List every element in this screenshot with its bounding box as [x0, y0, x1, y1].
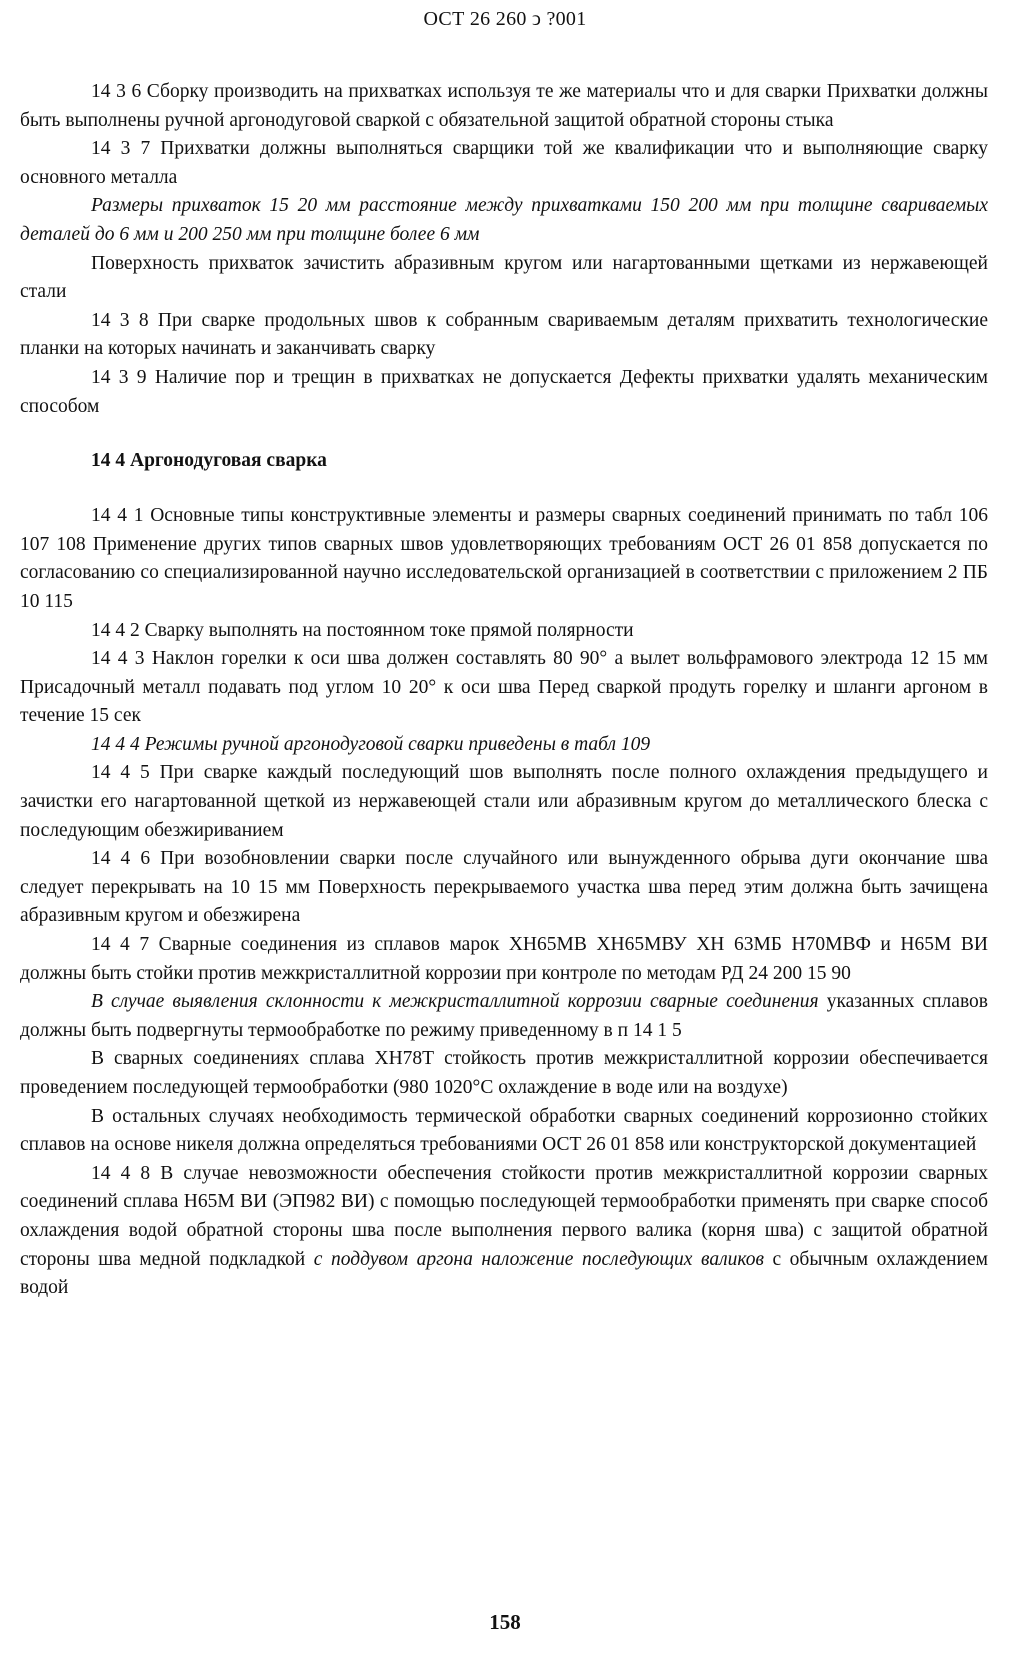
- document-header: ОСТ 26 260 ͻ ?001: [423, 8, 587, 30]
- section-number: 14 4: [91, 450, 126, 472]
- section-title: Аргонодуговая сварка: [130, 450, 327, 472]
- heat-treatment-italic: В случае выявления склонности к межкристаллитной коррозии сварные соединения: [91, 991, 819, 1013]
- paragraph-14-4-5: 14 4 5 При сварке каждый последующий шов выполнять после полного охлаждения предыдущего и зачистки его нагартованной щеткой из нержавеющей стали или абразивным кругом до металлического блеска с последующим обезжириванием: [20, 762, 988, 841]
- paragraph-14-3-7: 14 3 7 Прихватки должны выполняться сварщики той же квалификации что и выполняющие сварку основного металла: [20, 138, 988, 188]
- paragraph-other-cases: В остальных случаях необходимость термической обработки сварных соединений коррозионно стойких сплавов на основе никеля должна определяться требованиями ОСТ 26 01 858 или конструкторской документацией: [20, 1105, 988, 1156]
- paragraph-14-4-3: 14 4 3 Наклон горелки к оси шва должен составлять 80 90° а вылет вольфрамового электрода 12 15 мм Присадочный металл подавать под углом 10 20° к оси шва Перед сваркой продуть горелку и шланги аргоном в течение 15 сек: [20, 648, 988, 727]
- para-14-4-8-italic: с поддувом аргона наложение последующих валиков: [305, 1248, 773, 1270]
- paragraph-khn78t: В сварных соединениях сплава ХН78Т стойкость против межкристаллитной коррозии обеспечивается проведением последующей термообработки (980 1020°С охлаждение в воде или на воздухе): [20, 1048, 988, 1098]
- para-14-4-8-end: с обычным охлаждением водой: [20, 1248, 988, 1299]
- paragraph-tack-surface: Поверхность прихваток зачистить абразивным кругом или нагартованными щетками из нержавеющей стали: [20, 252, 988, 303]
- paragraph-14-4-1: 14 4 1 Основные типы конструктивные элементы и размеры сварных соединений принимать по табл 106 107 108 Применение других типов сварных швов удовлетворяющих требованиям ОСТ 26 01 858 допускается по согласованию со специализированной научно исследовательской организацией в соответствии с приложением 2 ПБ 10 115: [20, 505, 988, 612]
- paragraph-14-4-8: [20, 1160, 988, 1303]
- page-number: 158: [489, 1610, 521, 1634]
- section-heading: [20, 447, 988, 475]
- paragraph-14-4-6: 14 4 6 При возобновлении сварки после случайного или вынужденного обрыва дуги окончание шва следует перекрывать на 10 15 мм Поверхность перекрываемого участка шва перед этим должна быть зачищена абразивным кругом и обезжирена: [20, 848, 988, 927]
- document-body: [20, 78, 988, 1303]
- paragraph-14-4-7: 14 4 7 Сварные соединения из сплавов марок ХН65МВ ХН65МВУ ХН 63МБ Н70МВФ и Н65М ВИ должны быть стойки против межкристаллитной коррозии при контроле по методам РД 24 200 15 90: [20, 934, 988, 984]
- para-14-4-8-main: 14 4 8 В случае невозможности обеспечения стойкости против межкристаллитной коррозии сварных соединений сплава Н65М ВИ (ЭП982 ВИ) с помощью последующей термообработки применять при сварке способ охлаждения водой обратной стороны шва после выполнения первого валика (корня шва) с защитой обратной стороны шва медной подкладкой: [20, 1162, 988, 1270]
- heat-treatment-rest: указанных сплавов должны быть подвергнуты термообработке по режиму приведенному в п 14 1 5: [20, 991, 988, 1041]
- paragraph-14-4-4: 14 4 4 Режимы ручной аргонодуговой сварки приведены в табл 109: [91, 733, 651, 755]
- paragraph-tack-sizes: Размеры прихваток 15 20 мм расстояние между прихватками 150 200 мм при толщине свариваемых деталей до 6 мм и 200 250 мм при толщине более 6 мм: [20, 195, 988, 245]
- paragraph-14-3-8: 14 3 8 При сварке продольных швов к собранным свариваемым деталям прихватить технологические планки на которых начинать и заканчивать сварку: [20, 309, 988, 360]
- paragraph-14-3-6: 14 3 6 Сборку производить на прихватках используя те же материалы что и для сварки Прихватки должны быть выполнены ручной аргонодуговой сваркой с обязательной защитой обратной стороны стыка: [20, 81, 988, 131]
- paragraph-14-3-9: 14 3 9 Наличие пор и трещин в прихватках не допускается Дефекты прихватки удалять механическим способом: [20, 366, 988, 417]
- paragraph-14-4-2: 14 4 2 Сварку выполнять на постоянном токе прямой полярности: [91, 619, 634, 641]
- paragraph-heat-treatment: [20, 988, 988, 1045]
